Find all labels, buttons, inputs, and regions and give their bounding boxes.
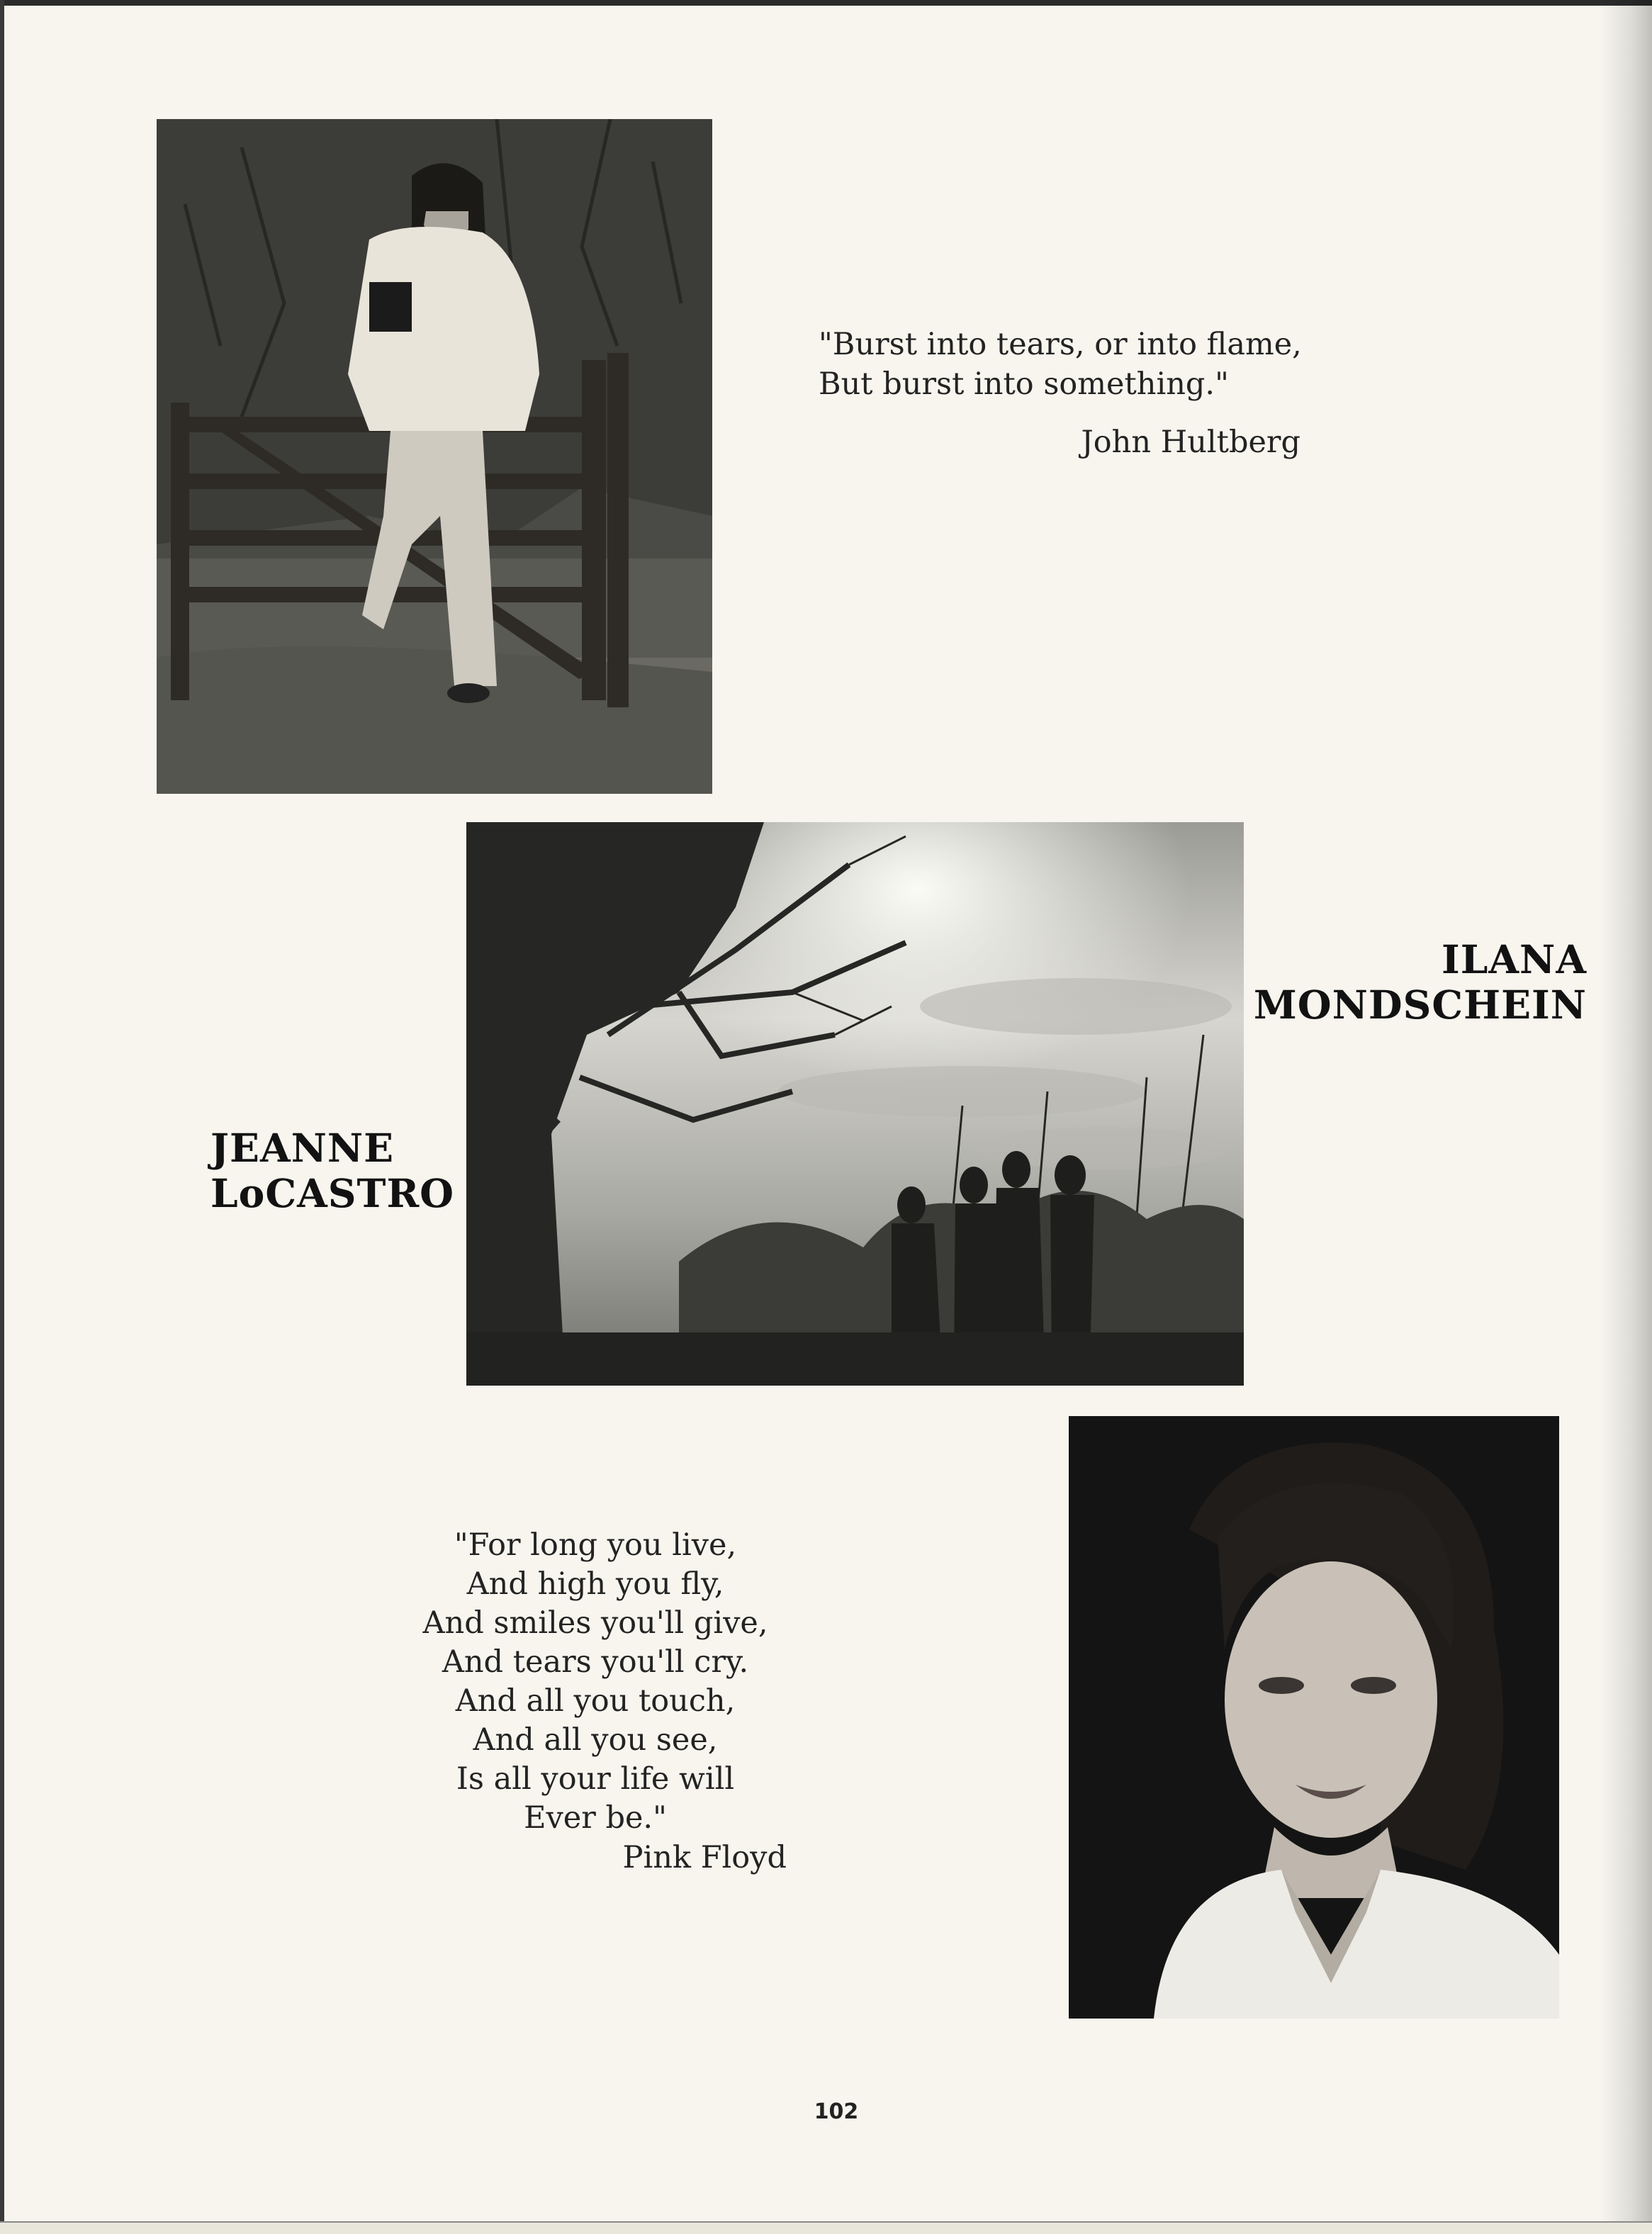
first-name: JEANNE (210, 1125, 395, 1171)
quote-attribution: John Hultberg (1081, 425, 1300, 460)
photo-girl-on-fence (157, 119, 712, 794)
page-edge-bottom (0, 2221, 1652, 2234)
student-name-locastro (210, 1126, 454, 1216)
quote-text: "Burst into tears, or into flame, But burst into something." (819, 327, 1302, 402)
quote-attribution: Pink Floyd (622, 1840, 787, 1875)
last-name: MONDSCHEIN (1253, 982, 1587, 1028)
student-name-mondschein (1254, 937, 1587, 1028)
page-edge-top (0, 0, 1652, 6)
last-name: LoCASTRO (210, 1170, 455, 1216)
quote-hultberg (819, 325, 1357, 462)
photo-portrait (1069, 1416, 1559, 2019)
page-gutter-shadow (1600, 0, 1652, 2233)
photo-silhouettes-trees (466, 822, 1244, 1386)
quote-floyd (376, 1526, 815, 1877)
first-name: ILANA (1441, 936, 1587, 982)
page-edge-left (0, 0, 4, 2233)
page-number: 102 (814, 2099, 859, 2124)
quote-text: "For long you live, And high you fly, And smiles you'll give, And tears you'll cry. And all you touch, And all you see, Is all your life will Ever be." (422, 1527, 768, 1836)
